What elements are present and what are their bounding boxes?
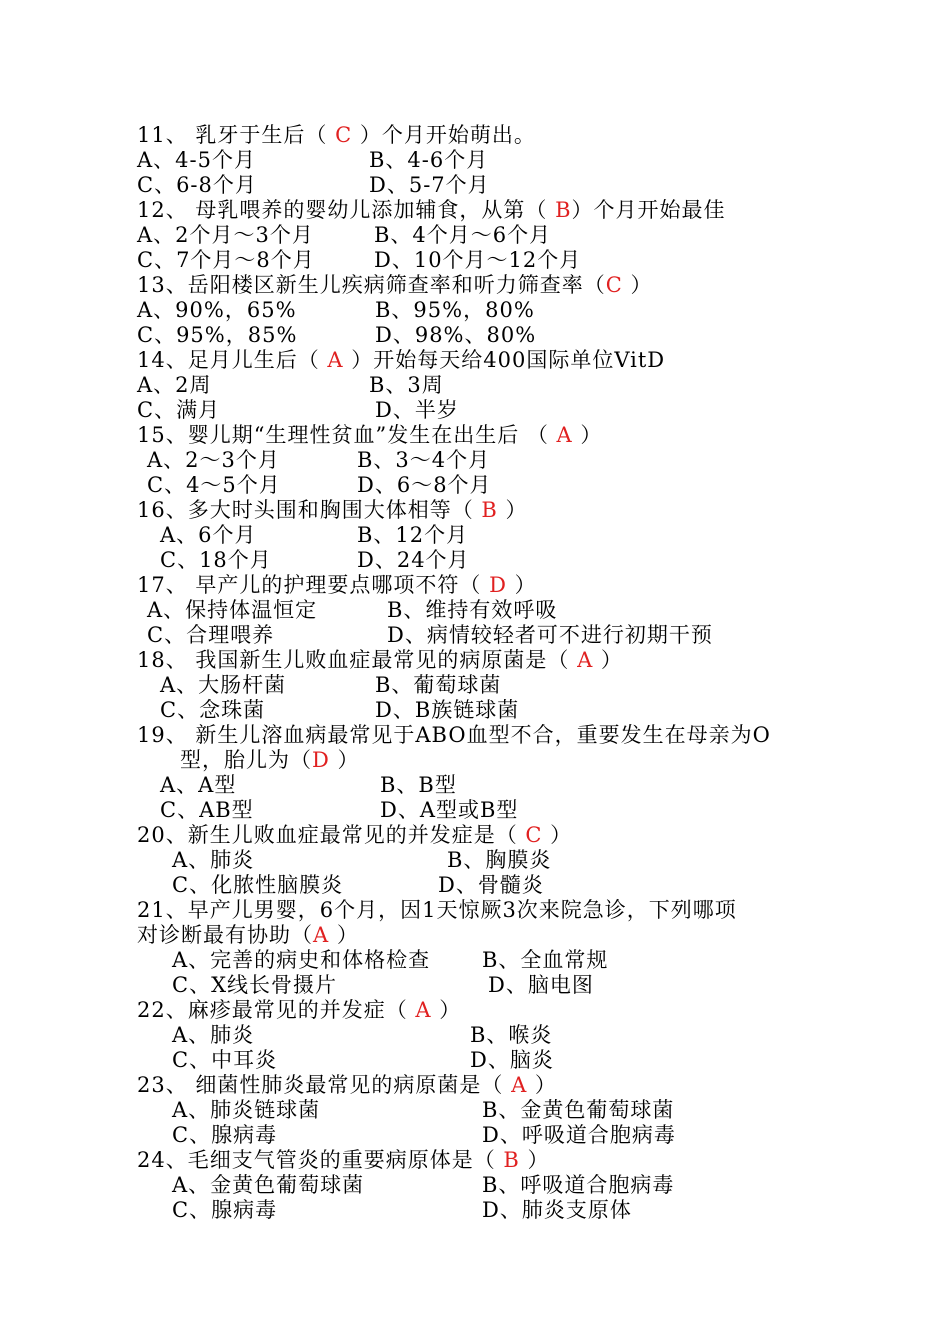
answer-22: A	[415, 998, 432, 1022]
answer-24: B	[503, 1148, 520, 1172]
options-row	[172, 948, 892, 973]
option-a: A、保持体温恒定	[147, 598, 318, 622]
option-a: A、90%，65%	[137, 298, 297, 322]
answer-14: A	[327, 348, 344, 372]
option-c: C、念珠菌	[160, 698, 266, 722]
option-b: B、4个月～6个月	[374, 223, 552, 247]
option-a: A、大肠杆菌	[160, 673, 287, 697]
answer-17: D	[489, 573, 507, 597]
options-row	[137, 248, 857, 273]
answer-13: C	[605, 273, 623, 297]
options-row	[137, 398, 857, 423]
question-19-cont: 型，胎儿为（D ）	[180, 748, 360, 772]
question-24: 24、毛细支气管炎的重要病原体是（ B ）	[137, 1148, 550, 1172]
question-16: 16、多大时头围和胸围大体相等（ B ）	[137, 498, 528, 522]
question-15: 15、婴儿期“生理性贫血”发生在出生后 （ A ）	[137, 423, 603, 447]
option-d: D、脑炎	[470, 1048, 554, 1072]
answer-20: C	[525, 823, 543, 847]
option-d: D、6～8个月	[357, 473, 492, 497]
option-c: C、中耳炎	[172, 1048, 278, 1072]
option-a: A、2个月～3个月	[137, 223, 314, 247]
option-c: C、满月	[137, 398, 221, 422]
option-a: A、肺炎	[172, 1023, 255, 1047]
answer-23: A	[511, 1073, 528, 1097]
options-row	[147, 473, 867, 498]
option-c: C、4～5个月	[147, 473, 281, 497]
options-row	[172, 848, 892, 873]
options-row	[172, 1123, 892, 1148]
option-c: C、18个月	[160, 548, 272, 572]
option-d: D、半岁	[375, 398, 459, 422]
options-row	[160, 798, 880, 823]
option-b: B、葡萄球菌	[375, 673, 502, 697]
option-d: D、肺炎支原体	[482, 1198, 632, 1222]
option-c: C、腺病毒	[172, 1123, 278, 1147]
question-19: 19、 新生儿溶血病最常见于ABO血型不合，重要发生在母亲为O	[137, 723, 771, 747]
answer-21: A	[313, 923, 330, 947]
options-row	[147, 598, 867, 623]
option-d: D、10个月～12个月	[374, 248, 582, 272]
option-b: B、B型	[380, 773, 457, 797]
option-a: A、2～3个月	[147, 448, 280, 472]
options-row	[137, 373, 857, 398]
option-d: D、呼吸道合胞病毒	[482, 1123, 676, 1147]
option-c: C、合理喂养	[147, 623, 275, 647]
options-row	[147, 448, 867, 473]
options-row	[172, 973, 892, 998]
option-a: A、肺炎链球菌	[172, 1098, 321, 1122]
option-a: A、完善的病史和体格检查	[172, 948, 431, 972]
answer-15: A	[556, 423, 573, 447]
option-d: D、脑电图	[488, 973, 594, 997]
answer-11: C	[335, 123, 353, 147]
options-row	[172, 873, 892, 898]
options-row	[160, 673, 880, 698]
option-c: C、7个月～8个月	[137, 248, 315, 272]
option-c: C、X线长骨摄片	[172, 973, 338, 997]
option-b: B、喉炎	[470, 1023, 553, 1047]
option-b: B、95%，80%	[375, 298, 535, 322]
options-row	[160, 773, 880, 798]
answer-12: B	[555, 198, 572, 222]
option-d: D、98%、80%	[375, 323, 537, 347]
option-a: A、肺炎	[172, 848, 255, 872]
option-b: B、全血常规	[482, 948, 609, 972]
question-18: 18、 我国新生儿败血症最常见的病原菌是（ A ）	[137, 648, 623, 672]
question-14: 14、足月儿生后（ A ）开始每天给400国际单位VitD	[137, 348, 666, 372]
options-row	[160, 523, 880, 548]
option-a: A、4-5个月	[137, 148, 256, 172]
options-row	[172, 1098, 892, 1123]
option-d: D、病情较轻者可不进行初期干预	[387, 623, 713, 647]
question-23: 23、 细菌性肺炎最常见的病原菌是（ A ）	[137, 1073, 557, 1097]
option-c: C、AB型	[160, 798, 254, 822]
options-row	[147, 623, 867, 648]
option-d: D、5-7个月	[369, 173, 490, 197]
option-a: A、金黄色葡萄球菌	[172, 1173, 365, 1197]
answer-18: A	[577, 648, 594, 672]
answer-19: D	[312, 748, 330, 772]
option-a: A、A型	[160, 773, 237, 797]
option-b: B、胸膜炎	[447, 848, 552, 872]
option-c: C、6-8个月	[137, 173, 257, 197]
options-row	[160, 548, 880, 573]
option-c: C、95%，85%	[137, 323, 298, 347]
option-c: C、腺病毒	[172, 1198, 278, 1222]
option-a: A、6个月	[160, 523, 257, 547]
question-11: 11、 乳牙于生后（ C ）个月开始萌出。	[137, 123, 536, 147]
options-row	[137, 148, 857, 173]
options-row	[160, 698, 880, 723]
option-d: D、A型或B型	[380, 798, 519, 822]
question-21: 21、早产儿男婴，6个月，因1天惊厥3次来院急诊，下列哪项	[137, 898, 737, 922]
options-row	[137, 298, 857, 323]
option-b: B、3～4个月	[357, 448, 491, 472]
question-12: 12、 母乳喂养的婴幼儿添加辅食，从第（ B）个月开始最佳	[137, 198, 726, 222]
option-b: B、4-6个月	[369, 148, 489, 172]
options-row	[172, 1173, 892, 1198]
option-b: B、3周	[369, 373, 444, 397]
options-row	[137, 173, 857, 198]
question-20: 20、新生儿败血症最常见的并发症是（ C ）	[137, 823, 573, 847]
option-d: D、骨髓炎	[438, 873, 544, 897]
question-21-cont: 对诊断最有协助（A ）	[137, 923, 359, 947]
option-b: B、呼吸道合胞病毒	[482, 1173, 675, 1197]
options-row	[172, 1023, 892, 1048]
answer-16: B	[481, 498, 498, 522]
question-13: 13、岳阳楼区新生儿疾病筛查率和听力筛查率（C ）	[137, 273, 653, 297]
option-b: B、金黄色葡萄球菌	[482, 1098, 675, 1122]
options-row	[137, 223, 857, 248]
option-b: B、维持有效呼吸	[387, 598, 558, 622]
options-row	[172, 1198, 892, 1223]
option-b: B、12个月	[357, 523, 469, 547]
option-d: D、B族链球菌	[375, 698, 520, 722]
question-22: 22、麻疹最常见的并发症（ A ）	[137, 998, 462, 1022]
option-a: A、2周	[137, 373, 212, 397]
option-c: C、化脓性脑膜炎	[172, 873, 344, 897]
option-d: D、24个月	[357, 548, 470, 572]
question-17: 17、 早产儿的护理要点哪项不符（ D ）	[137, 573, 537, 597]
options-row	[172, 1048, 892, 1073]
options-row	[137, 323, 857, 348]
